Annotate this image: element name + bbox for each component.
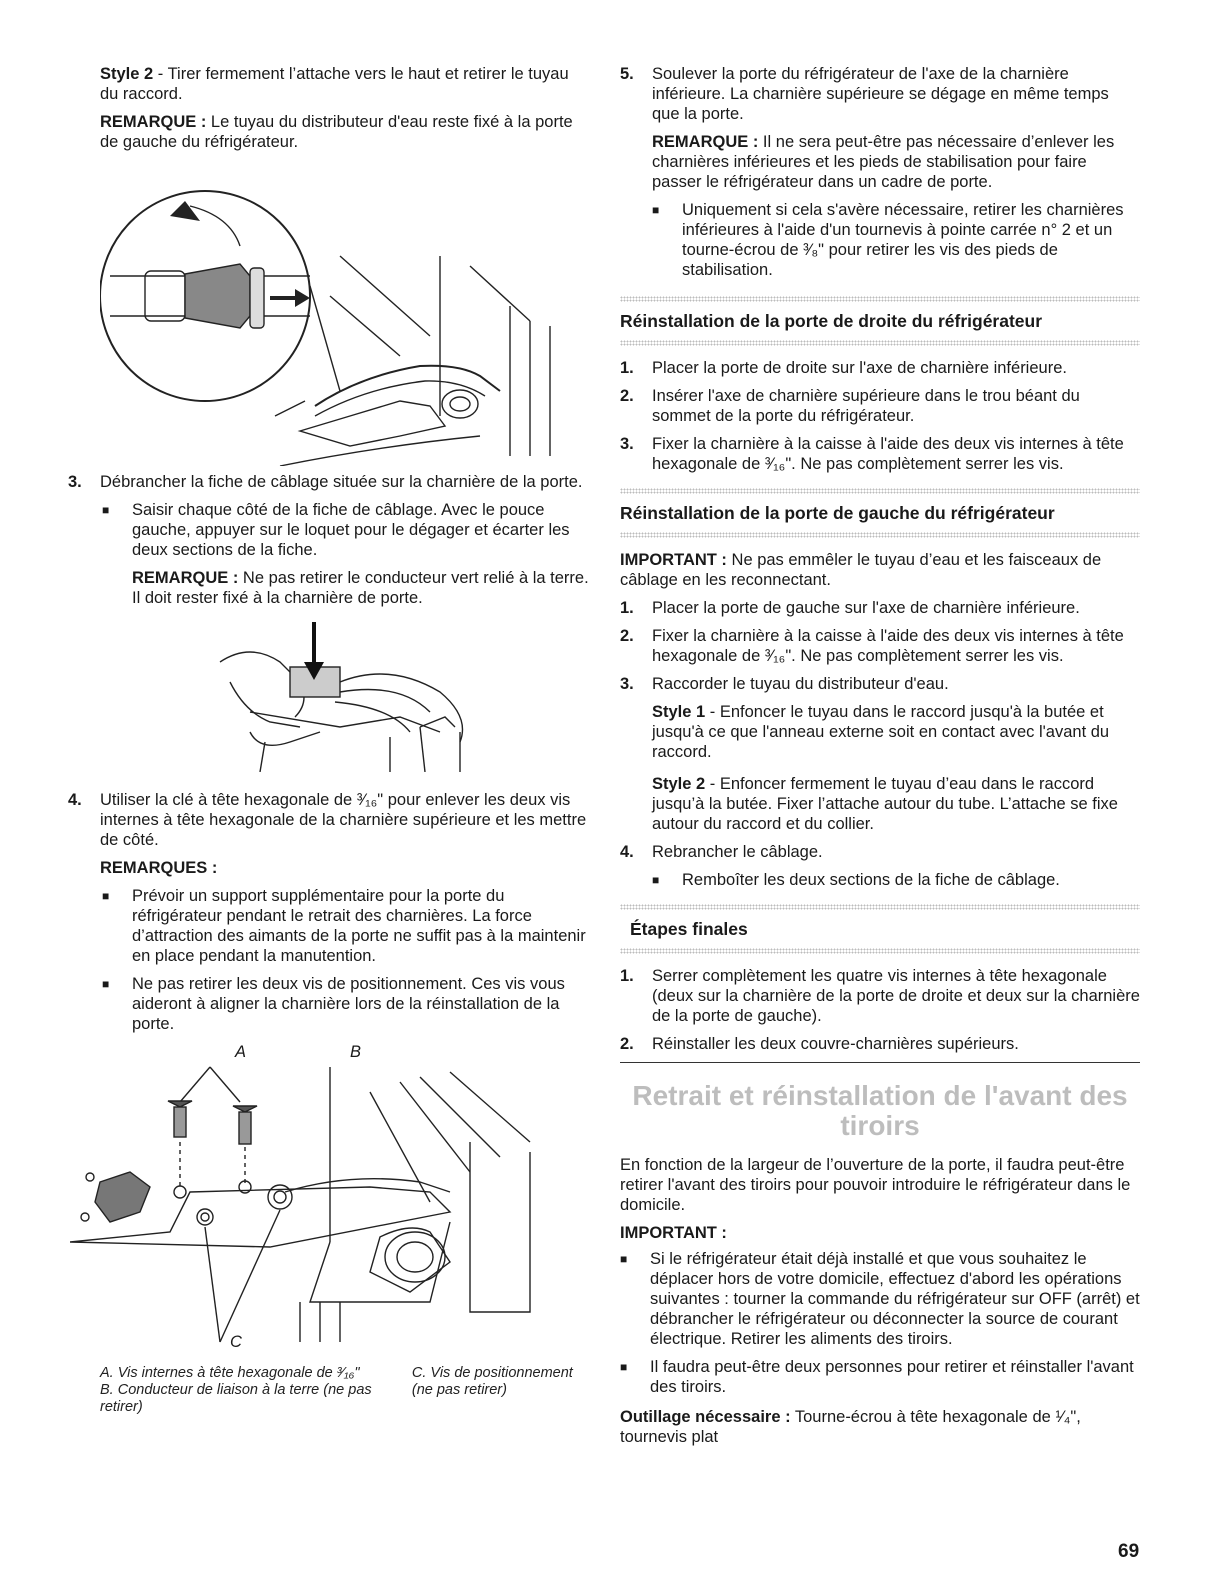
tools-paragraph [620,1407,1140,1447]
bullet-icon: ■ [620,1360,628,1374]
section-divider [620,296,1140,302]
bullet-icon: ■ [102,889,110,903]
step-text: Fixer la charnière à la caisse à l'aide des deux vis internes à tête hexagonale de ³⁄₁₆". Ne pas complètement serrer les vis. [652,435,1124,473]
left-step-3 [68,472,590,492]
style2-label: Style 2 [652,775,706,793]
style2-label: Style 2 [100,65,154,83]
style1-label: Style 1 [652,703,706,721]
style1-paragraph [620,702,1140,762]
sec1-step [620,434,1140,474]
important2-bullet [620,1249,1140,1349]
step-text: Soulever la porte du réfrigérateur de l'axe de la charnière inférieure. La charnière supérieure se dégage en même temps que la porte. [652,65,1109,123]
bullet-icon: ■ [620,1252,628,1266]
caption-b: B. Conducteur de liaison à la terre (ne pas retirer) [100,1382,372,1415]
step5-bullet [620,200,1140,280]
step3-bullet [100,500,590,560]
remarque1-paragraph [100,112,590,152]
step-text: Fixer la charnière à la caisse à l'aide des deux vis internes à tête hexagonale de ³⁄₁₆". Ne pas complètement serrer les vis. [652,627,1124,665]
style2-text: - Enfoncer fermement le tuyau d’eau dans le raccord jusqu’à la butée. Fixer l’attache autour du tube. L’attache se fixe autour du raccord et du collier. [652,775,1118,833]
sec2-step [620,674,1140,694]
step-number: 4. [68,791,82,809]
sec2-step-4 [620,842,1140,862]
remarques-bullet-2 [100,974,590,1034]
step-number: 2. [620,627,634,645]
sec2-step [620,598,1140,618]
hinge-figure [100,1042,590,1357]
wiring-plug-illustration [100,622,570,772]
step-text: Placer la porte de droite sur l'axe de charnière inférieure. [652,359,1067,377]
section-divider [620,488,1140,494]
figure-captions [100,1365,590,1416]
section-heading-final-steps: Étapes finales [630,919,748,939]
section-divider [620,948,1140,954]
step-text: Débrancher la fiche de câblage située sur la charnière de la porte. [100,473,583,491]
step-number: 2. [620,387,634,405]
important1-label: IMPORTANT : [620,551,727,569]
hinge-illustration [70,1062,560,1352]
remarques-bullet-1 [100,886,590,966]
step-text: Placer la porte de gauche sur l'axe de charnière inférieure. [652,599,1080,617]
sec3-step [620,1034,1140,1054]
remarque2-paragraph [100,568,590,608]
bullet-text: Il faudra peut-être deux personnes pour retirer et réinstaller l'avant des tiroirs. [650,1358,1134,1396]
step-number: 3. [620,435,634,453]
remarque1-text: Le tuyau du distributeur d'eau reste fixé à la porte de gauche du réfrigérateur. [100,113,573,151]
step-text: Insérer l'axe de charnière supérieure dans le trou béant du sommet de la porte du réfrigérateur. [652,387,1080,425]
caption-c: C. Vis de positionnement (ne pas retirer) [411,1365,573,1398]
remarque3-text: Il ne sera peut-être pas nécessaire d’enlever les charnières inférieures et les pieds de stabilisation pour faire passer le réfrigérateur dans un cadre de porte. [652,133,1115,191]
section-divider [620,340,1140,346]
step-text: Réinstaller les deux couvre-charnières supérieurs. [652,1035,1019,1053]
important2-bullet [620,1357,1140,1397]
section-divider [620,904,1140,910]
section-heading-right-door: Réinstallation de la porte de droite du réfrigérateur [620,311,1043,331]
sec1-step [620,358,1140,378]
remarque1-label: REMARQUE : [100,113,207,131]
step-number: 5. [620,65,634,83]
bullet-icon: ■ [102,503,110,517]
remarque3-paragraph [620,132,1140,192]
left-style2-paragraph [100,64,590,104]
drawer-front-title: Retrait et réinstallation de l'avant des tiroirs [632,1080,1128,1141]
bullet-text: Si le réfrigérateur était déjà installé et que vous souhaitez le déplacer hors de votre domicile, effectuez d'abord les opérations suivantes : tourner la commande du réfrigérateur sur OFF (arrêt) et débrancher le réfrigérateur ou déconnecter la source de courant électrique. Retirer les aliments des tiroirs. [650,1250,1140,1348]
bullet-icon: ■ [652,203,660,217]
step-text: Utiliser la clé à tête hexagonale de ³⁄₁₆" pour enlever les deux vis internes à tête hexagonale de la charnière supérieure et les mettre de côté. [100,791,587,849]
bullet-text: Prévoir un support supplémentaire pour la porte du réfrigérateur pendant le retrait des charnières. La force d’attraction des aimants de la porte ne suffit pas à la maintenir en place pendant la manutention. [132,887,586,965]
bullet-text: Uniquement si cela s'avère nécessaire, retirer les charnières inférieures à l'aide d'un tournevis à pointe carrée n° 2 et un tourne-écrou de ³⁄₈" pour retirer les vis des pieds de stabilisation. [682,201,1124,279]
bullet-text: Ne pas retirer les deux vis de positionnement. Ces vis vous aideront à aligner la charnière lors de la réinstallation de la porte. [132,975,565,1033]
step-number: 1. [620,359,634,377]
intro-paragraph: En fonction de la largeur de l’ouverture de la porte, il faudra peut-être retirer l'avant des tiroirs pour pouvoir introduire le réfrigérateur dans le domicile. [620,1156,1131,1214]
left-step-4 [68,790,590,850]
bullet-text: Saisir chaque côté de la fiche de câblage. Avec le pouce gauche, appuyer sur le loquet pour le dégager et écarter les deux sections de la fiche. [132,501,570,559]
step-number: 1. [620,967,634,985]
step-number: 3. [68,473,82,491]
style1-text: - Enfoncer le tuyau dans le raccord jusqu'à la butée et jusqu'à ce que l'anneau externe soit en contact avec l'avant du raccord. [652,703,1110,761]
sec2-step [620,626,1140,666]
step-text: Rebrancher le câblage. [652,843,823,861]
right-column [620,64,1140,1455]
bullet-icon: ■ [652,873,660,887]
important1-paragraph [620,550,1140,590]
hose-clip-illustration [100,176,570,466]
step-text: Serrer complètement les quatre vis internes à tête hexagonale (deux sur la charnière de la porte de droite et deux sur la charnière de la porte de gauche). [652,967,1140,1025]
bullet-icon: ■ [102,977,110,991]
right-style2-paragraph [620,774,1140,834]
tools-text: Tourne-écrou à tête hexagonale de ¹⁄₄", tournevis plat [620,1408,1081,1446]
step-number: 3. [620,675,634,693]
important2-label: IMPORTANT : [620,1224,727,1242]
left-column [68,64,590,1416]
remarques-label: REMARQUES : [100,859,218,877]
page-number: 69 [1118,1541,1140,1562]
sec1-step [620,386,1140,426]
remarque2-label: REMARQUE : [132,569,239,587]
sec3-step [620,966,1140,1026]
style2-text: - Tirer fermement l’attache vers le haut et retirer le tuyau du raccord. [100,65,569,103]
section-divider [620,532,1140,538]
important1-text: Ne pas emmêler le tuyau d’eau et les faisceaux de câblage en les reconnectant. [620,551,1102,589]
section-heading-left-door: Réinstallation de la porte de gauche du réfrigérateur [620,503,1055,523]
bullet-text: Remboîter les deux sections de la fiche de câblage. [682,871,1060,889]
horizontal-rule [620,1062,1140,1063]
figure-label-b: B [350,1043,362,1061]
remarque2-text: Ne pas retirer le conducteur vert relié à la terre. Il doit rester fixé à la charnière de porte. [132,569,589,607]
sec1-steps [620,358,1140,474]
step-number: 1. [620,599,634,617]
remarque3-label: REMARQUE : [652,133,759,151]
right-step-5 [620,64,1140,124]
step-number: 2. [620,1035,634,1053]
figure-label-c: C [230,1333,242,1351]
step-number: 4. [620,843,634,861]
tools-label: Outillage nécessaire : [620,1408,791,1426]
step-text: Raccorder le tuyau du distributeur d'eau. [652,675,949,693]
caption-a: A. Vis internes à tête hexagonale de ³⁄₁₆" [100,1365,360,1381]
figure-label-a: A [235,1043,247,1061]
step4-bullet [620,870,1140,890]
